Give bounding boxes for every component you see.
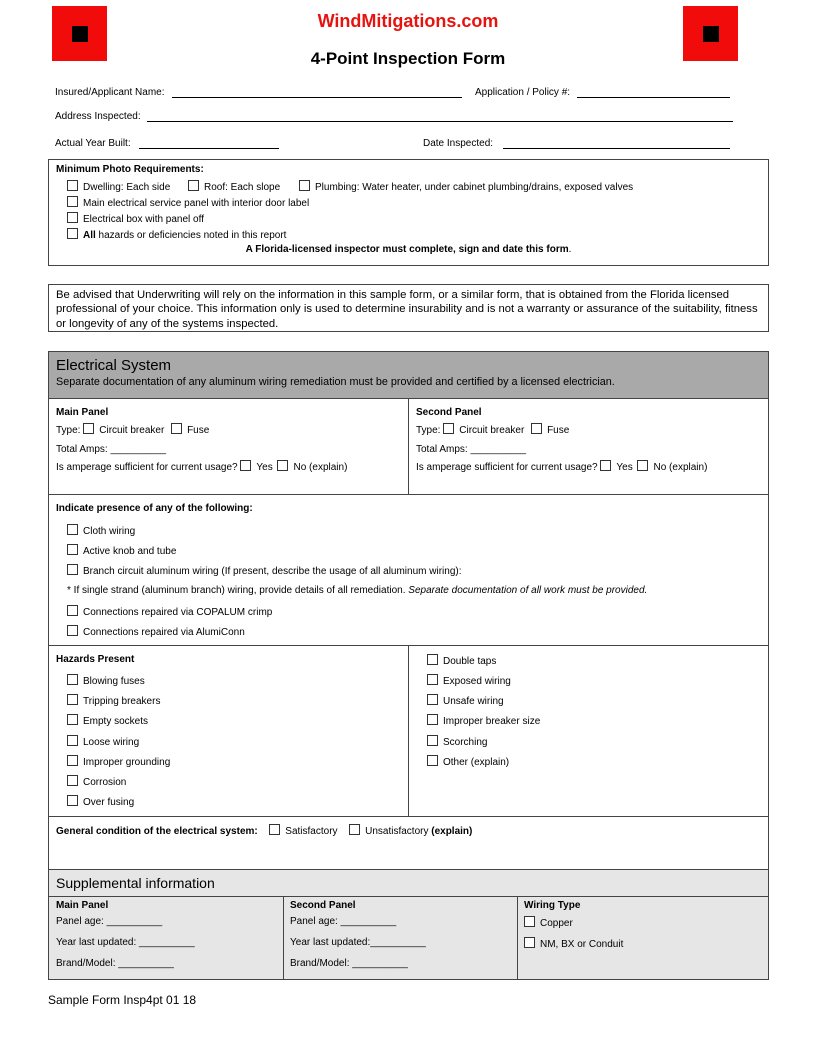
photo-item-electrical-box[interactable]: Electrical box with panel off	[67, 212, 204, 225]
supp-main-brand[interactable]: Brand/Model: __________	[56, 958, 174, 969]
checkbox[interactable]	[240, 460, 251, 471]
photo-item-roof[interactable]: Roof: Each slope	[188, 180, 280, 193]
presence-title: Indicate presence of any of the following:	[56, 503, 253, 514]
inspector-notice: A Florida-licensed inspector must complete, sign and date this form.	[245, 244, 572, 255]
checkbox[interactable]	[443, 423, 454, 434]
supp-second-updated[interactable]: Year last updated:__________	[290, 937, 426, 948]
checkbox[interactable]	[67, 544, 78, 555]
checkbox[interactable]	[427, 755, 438, 766]
electrical-title: Electrical System	[56, 357, 172, 374]
checkbox[interactable]	[67, 714, 78, 725]
checkbox[interactable]	[524, 937, 535, 948]
main-panel-sufficient: Is amperage sufficient for current usage? Yes No (explain)	[56, 462, 348, 473]
hazard-item[interactable]: Scorching	[427, 735, 487, 748]
hazard-item[interactable]: Blowing fuses	[67, 674, 145, 687]
checkbox[interactable]	[67, 674, 78, 685]
supp-main-updated[interactable]: Year last updated: __________	[56, 937, 195, 948]
main-panel-title: Main Panel	[56, 407, 109, 418]
supplemental-title: Supplemental information	[56, 875, 215, 891]
year-built-field[interactable]	[139, 148, 279, 149]
repair-alumiconn[interactable]: Connections repaired via AlumiConn	[67, 625, 245, 638]
hazard-item[interactable]: Corrosion	[67, 775, 126, 788]
second-panel-sufficient: Is amperage sufficient for current usage? Yes No (explain)	[416, 462, 708, 473]
hazard-item[interactable]: Loose wiring	[67, 735, 139, 748]
checkbox[interactable]	[67, 564, 78, 575]
checkbox[interactable]	[524, 916, 535, 927]
checkbox[interactable]	[67, 735, 78, 746]
checkbox[interactable]	[67, 605, 78, 616]
year-built-label: Actual Year Built:	[55, 138, 131, 149]
electrical-subtitle: Separate documentation of any aluminum wiring remediation must be provided and certified by a licensed electrician.	[56, 376, 615, 388]
photo-requirements-box	[48, 159, 769, 266]
presence-item-aluminum[interactable]: Branch circuit aluminum wiring (If present, describe the usage of all aluminum wiring):	[67, 564, 462, 577]
photo-item-plumbing[interactable]: Plumbing: Water heater, under cabinet plumbing/drains, exposed valves	[299, 180, 633, 193]
checkbox[interactable]	[427, 674, 438, 685]
presence-item-knob-tube[interactable]: Active knob and tube	[67, 544, 176, 557]
checkbox[interactable]	[427, 714, 438, 725]
second-panel-amps[interactable]: Total Amps: __________	[416, 444, 527, 455]
repair-copalum[interactable]: Connections repaired via COPALUM crimp	[67, 605, 272, 618]
checkbox[interactable]	[637, 460, 648, 471]
checkbox[interactable]	[67, 694, 78, 705]
address-field[interactable]	[147, 121, 733, 122]
checkbox[interactable]	[427, 654, 438, 665]
checkbox[interactable]	[67, 795, 78, 806]
brand-name: WindMitigations.com	[317, 11, 499, 31]
general-condition: General condition of the electrical system: Satisfactory Unsatisfactory (explain)	[56, 826, 473, 837]
policy-number-label: Application / Policy #:	[475, 87, 571, 98]
insured-name-label: Insured/Applicant Name:	[55, 87, 165, 98]
main-panel-type: Type: Circuit breaker Fuse	[56, 425, 210, 436]
checkbox[interactable]	[67, 524, 78, 535]
wiring-nm-bx[interactable]: NM, BX or Conduit	[524, 937, 623, 950]
supp-second-brand[interactable]: Brand/Model: __________	[290, 958, 408, 969]
policy-number-field[interactable]	[577, 97, 730, 98]
checkbox[interactable]	[188, 180, 199, 191]
main-panel-amps[interactable]: Total Amps: __________	[56, 444, 167, 455]
photo-item-hazards[interactable]: All hazards or deficiencies noted in this report	[67, 228, 286, 241]
hazard-item[interactable]: Tripping breakers	[67, 694, 160, 707]
presence-item-cloth[interactable]: Cloth wiring	[67, 524, 135, 537]
supp-main-title: Main Panel	[56, 900, 109, 911]
second-panel-type: Type: Circuit breaker Fuse	[416, 425, 570, 436]
hazard-item[interactable]: Exposed wiring	[427, 674, 511, 687]
date-inspected-field[interactable]	[503, 148, 730, 149]
date-inspected-label: Date Inspected:	[423, 138, 494, 149]
checkbox[interactable]	[67, 625, 78, 636]
checkbox[interactable]	[67, 212, 78, 223]
checkbox[interactable]	[600, 460, 611, 471]
checkbox[interactable]	[299, 180, 310, 191]
supp-second-title: Second Panel	[290, 900, 356, 911]
checkbox[interactable]	[67, 180, 78, 191]
supp-main-age[interactable]: Panel age: __________	[56, 916, 163, 927]
hazard-item[interactable]: Unsafe wiring	[427, 694, 504, 707]
checkbox[interactable]	[171, 423, 182, 434]
photo-item-dwelling[interactable]: Dwelling: Each side	[67, 180, 170, 193]
supp-second-age[interactable]: Panel age: __________	[290, 916, 397, 927]
hazard-item[interactable]: Other (explain)	[427, 755, 509, 768]
form-title: 4-Point Inspection Form	[310, 49, 506, 68]
checkbox[interactable]	[349, 824, 360, 835]
second-panel-title: Second Panel	[416, 407, 482, 418]
wiring-copper[interactable]: Copper	[524, 916, 573, 929]
photo-item-main-panel[interactable]: Main electrical service panel with interior door label	[67, 196, 309, 209]
checkbox[interactable]	[67, 196, 78, 207]
aluminum-note: * If single strand (aluminum branch) wiring, provide details of all remediation. Separate documentation of all work must be provided.	[67, 585, 648, 596]
footer-form-id: Sample Form Insp4pt 01 18	[48, 993, 197, 1007]
wiring-type-title: Wiring Type	[524, 900, 581, 911]
address-label: Address Inspected:	[55, 111, 141, 122]
checkbox[interactable]	[83, 423, 94, 434]
checkbox[interactable]	[427, 694, 438, 705]
hazard-item[interactable]: Over fusing	[67, 795, 134, 808]
advisory-box	[48, 284, 769, 332]
checkbox[interactable]	[67, 775, 78, 786]
photo-requirements-title: Minimum Photo Requirements:	[56, 164, 204, 175]
hazard-item[interactable]: Empty sockets	[67, 714, 148, 727]
hazard-item[interactable]: Improper grounding	[67, 755, 170, 768]
advisory-text: Be advised that Underwriting will rely on the information in this sample form, or a similar form, that is obtained from the Florida licensed professional of your choice. This information only is used to determine insurability and is not a warranty or assurance of the suitability, fitness or longevity of any of the systems inspected.	[56, 289, 758, 330]
checkbox[interactable]	[269, 824, 280, 835]
electrical-section	[48, 351, 769, 980]
hazards-title: Hazards Present	[56, 654, 135, 665]
checkbox[interactable]	[531, 423, 542, 434]
insured-name-field[interactable]	[172, 97, 462, 98]
checkbox[interactable]	[67, 755, 78, 766]
checkbox[interactable]	[67, 228, 78, 239]
checkbox[interactable]	[427, 735, 438, 746]
hazard-item[interactable]: Improper breaker size	[427, 714, 540, 727]
checkbox[interactable]	[277, 460, 288, 471]
hazard-item[interactable]: Double taps	[427, 654, 496, 667]
